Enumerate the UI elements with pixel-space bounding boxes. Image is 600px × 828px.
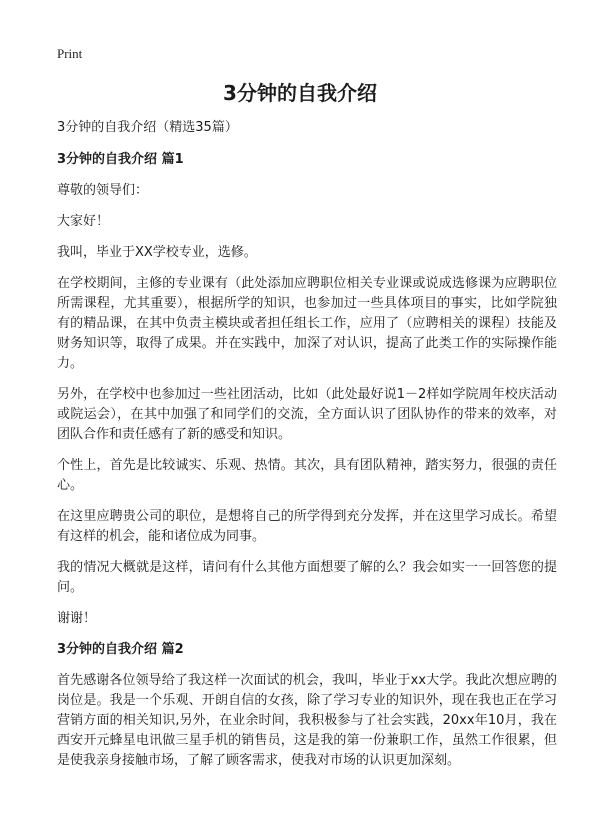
document-subtitle: 3分钟的自我介绍（精选35篇） <box>57 120 238 135</box>
paragraph: 尊敬的领导们： <box>57 183 149 198</box>
print-link[interactable]: Print <box>57 46 83 61</box>
document-body <box>57 118 557 782</box>
document-title: 3分钟的自我介绍 <box>223 81 377 105</box>
paragraph: 在这里应聘贵公司的职位，是想将自己的所学得到充分发挥，并在这里学习成长。希望有这样的机会，能和诸位成为同事。 <box>57 509 557 544</box>
section-heading: 3分钟的自我介绍 篇1 <box>57 152 184 167</box>
paragraph: 我的情况大概就是这样，请问有什么其他方面想要了解的么？我会如实一一回答您的提问。 <box>57 560 557 595</box>
paragraph: 另外，在学校中也参加过一些社团活动，比如（此处最好说1－2样如学院周年校庆活动或院运会），在其中加强了和同学们的交流，全方面认识了团队协作的带来的效率，对团队合作和责任感有了新的感受和知识。 <box>57 387 557 442</box>
paragraph: 谢谢！ <box>57 611 97 626</box>
section-heading: 3分钟的自我介绍 篇2 <box>57 642 184 657</box>
paragraph: 在学校期间，主修的专业课有（此处添加应聘职位相关专业课或说成选修课为应聘职位所需课程，尤其重要），根据所学的知识，也参加过一些具体项目的事实，比如学院独有的精品课，在其中负责主模块或者担任组长工作，应用了（应聘相关的课程）技能及财务知识等，取得了成果。并在实践中，加深了对认识，提高了此类工作的实际操作能力。 <box>57 276 557 371</box>
paragraph: 大家好！ <box>57 214 110 229</box>
paragraph: 首先感谢各位领导给了我这样一次面试的机会，我叫，毕业于xx大学。我此次想应聘的岗位是。我是一个乐观、开朗自信的女孩，除了学习专业的知识外，现在我也正在学习营销方面的相关知识,另外，在业余时间，我积极参与了社会实践，20xx年10月，我在西安开元蜂星电讯做三星手机的销售员，这是我的第一份兼职工作，虽然工作很累，但是使我亲身接触市场，了解了顾客需求，使我对市场的认识更加深刻。 <box>57 673 557 768</box>
paragraph: 我叫，毕业于XX学校专业，选修。 <box>57 245 257 260</box>
section-1 <box>57 150 557 629</box>
paragraph: 个性上，首先是比较诚实、乐观、热情。其次，具有团队精神，踏实努力，很强的责任心。 <box>57 458 557 493</box>
section-2 <box>57 640 557 771</box>
